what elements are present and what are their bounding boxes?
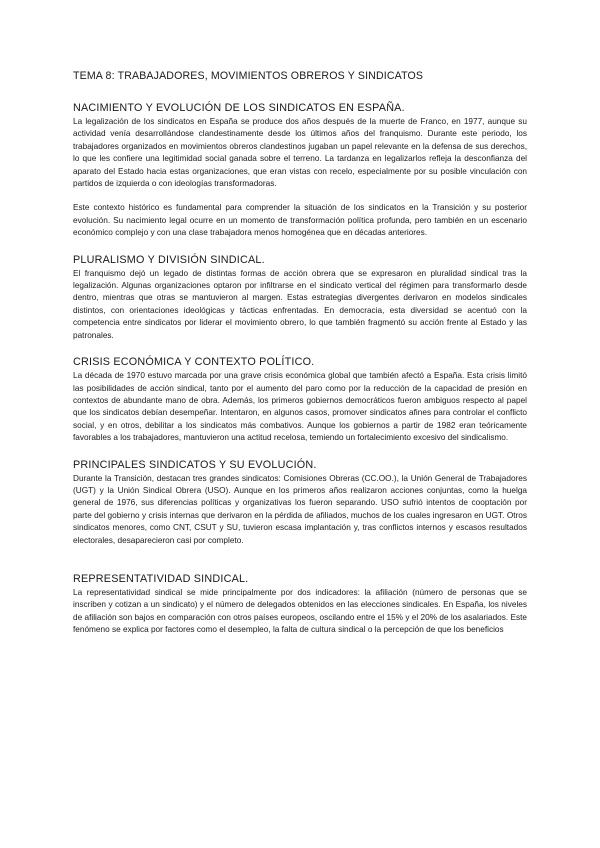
paragraph: La década de 1970 estuvo marcada por una grave crisis económica global que también afectó a España. Esta crisis limitó las posibilidades de acción sindical, tanto por el aumento del paro como por la reducción de la capacidad de presión en contextos de abundante mano de obra. Además, los primeros gobiernos democráticos fueron ambiguos respecto al papel que los sindicatos debían desempeñar. Intentaron, en algunos casos, promover sindicatos afines para controlar el conflicto social, y en otros, debilitar a los sindicatos más combativos. Aunque los gobiernos a partir de 1982 eran teóricamente favorables a los trabajadores, mantuvieron una actitud recelosa, temiendo un fortalecimiento excesivo del sindicalismo. <box>73 371 527 443</box>
section-representatividad <box>73 573 527 637</box>
section-heading: CRISIS ECONÓMICA Y CONTEXTO POLÍTICO. <box>73 356 315 369</box>
section-nacimiento <box>73 102 527 240</box>
paragraph: La representatividad sindical se mide principalmente por dos indicadores: la afiliación (número de personas que se inscriben y cotizan a un sindicato) y el número de delegados obtenidos en las elecciones sindicales. En España, los niveles de afiliación son bajos en comparación con otros países europeos, oscilando entre el 15% y el 20% de los asalariados. Este fenómeno se explica por factores como el desempleo, la falta de cultura sindical o la percepción de que los beneficios <box>73 587 527 635</box>
section-pluralismo <box>73 254 527 342</box>
paragraph: La legalización de los sindicatos en España se produce dos años después de la muerte de Franco, en 1977, aunque su actividad venía desarrollándose clandestinamente desde los últimos años del franquismo. Durante este periodo, los trabajadores organizados en movimientos obreros clandestinos jugaban un papel relevante en la defensa de sus derechos, lo que les confiere una legitimidad social ganada sobre el terreno. La tardanza en legalizarlos refleja la desconfianza del aparato del Estado hacia estas organizaciones, que eran vistas con recelo, especialmente por su posible vinculación con partidos de izquierda o con ideologías transformadoras. <box>73 117 527 189</box>
paragraph: El franquismo dejó un legado de distintas formas de acción obrera que se expresaron en pluralidad sindical tras la legalización. Algunas organizaciones optaron por infiltrarse en el sindicato vertical del régimen para transformarlo desde dentro, mientras que otras se mantuvieron al margen. Estas estrategias divergentes derivaron en modelos sindicales distintos, con orientaciones ideológicas y tácticas enfrentadas. En democracia, esta diversidad se acentuó con la competencia entre sindicatos por liderar el movimiento obrero, lo que también fragmentó su acción frente al Estado y las patronales. <box>73 268 527 340</box>
paragraph: Este contexto histórico es fundamental para comprender la situación de los sindicatos en la Transición y su posterior evolución. Su nacimiento legal ocurre en un momento de transformación política profunda, pero también en un escenario económico complejo y con una clase trabajadora menos homogénea que en décadas anteriores. <box>73 203 527 238</box>
section-principales <box>73 459 527 547</box>
paragraph: Durante la Transición, destacan tres grandes sindicatos: Comisiones Obreras (CC.OO.), la Unión General de Trabajadores (UGT) y la Unión Sindical Obrera (USO). Aunque en los primeros años realizaron acciones conjuntas, como la huelga general de 1976, sus diferencias políticas y organizativas los fueron separando. USO sufrió intentos de cooptación por parte del gobierno y crisis internas que derivaron en la pérdida de afiliados, muchos de los cuales ingresaron en UGT. Otros sindicatos menores, como CNT, CSUT y SU, tuvieron escasa implantación y, tras conflictos internos y escasos resultados electorales, desaparecieron casi por completo. <box>73 473 527 545</box>
section-heading: REPRESENTATIVIDAD SINDICAL. <box>73 572 249 585</box>
document-page <box>73 70 527 651</box>
section-heading: PLURALISMO Y DIVISIÓN SINDICAL. <box>73 253 265 266</box>
section-heading: NACIMIENTO Y EVOLUCIÓN DE LOS SINDICATOS EN ESPAÑA. <box>73 102 405 114</box>
section-crisis <box>73 356 527 444</box>
document-title: TEMA 8: TRABAJADORES, MOVIMIENTOS OBREROS Y SINDICATOS <box>73 70 424 82</box>
section-heading: PRINCIPALES SINDICATOS Y SU EVOLUCIÓN. <box>73 458 317 471</box>
